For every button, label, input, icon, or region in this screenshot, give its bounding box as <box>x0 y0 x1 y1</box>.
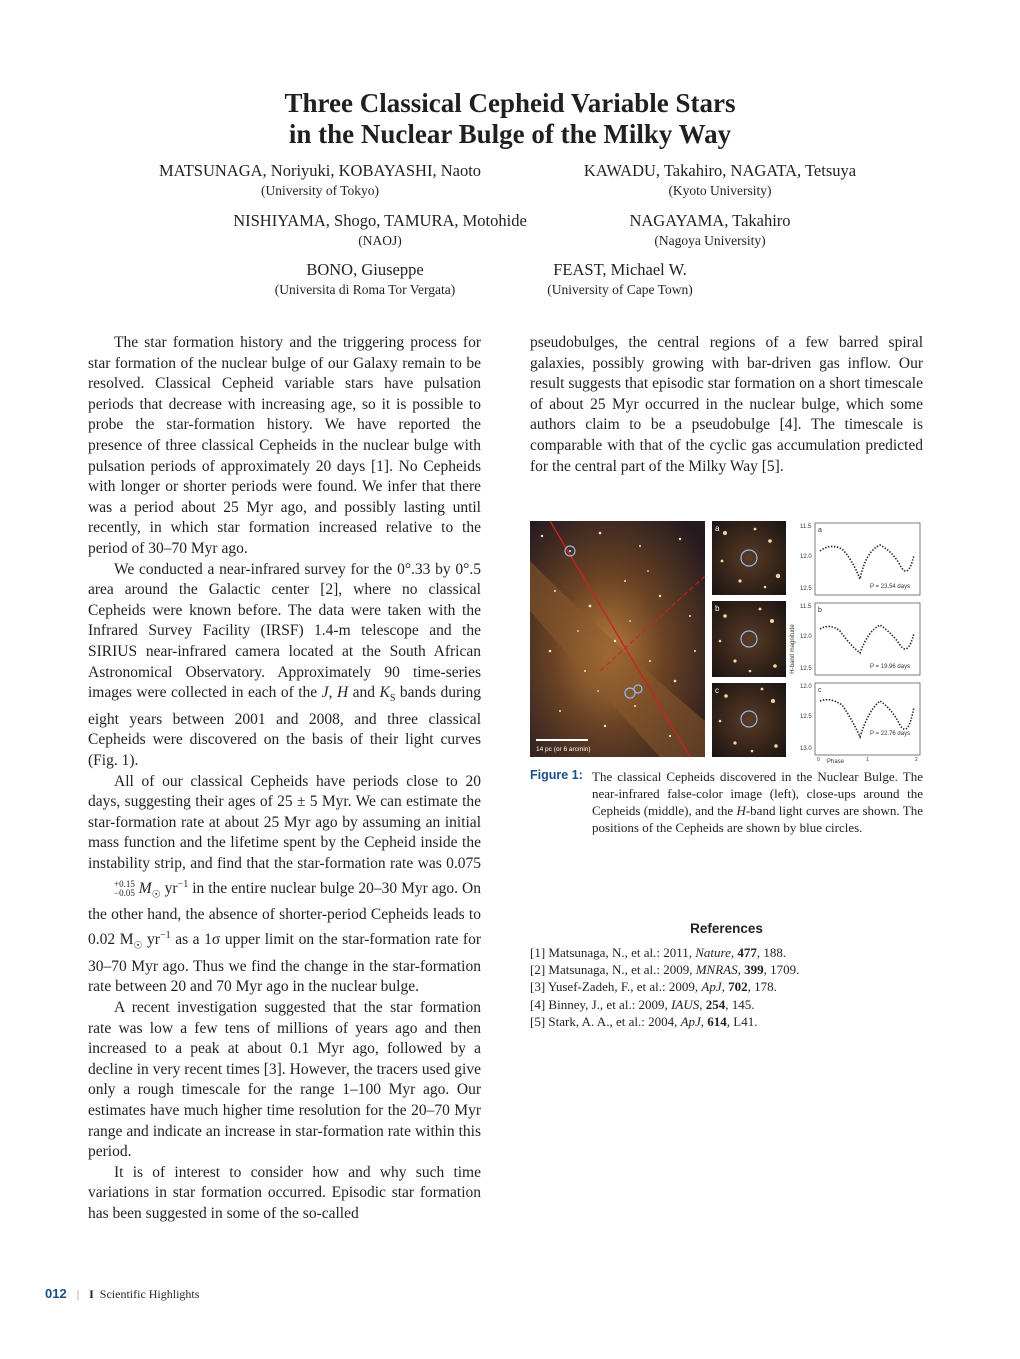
svg-text:P = 19.96 days: P = 19.96 days <box>870 664 911 670</box>
svg-text:a: a <box>715 524 720 533</box>
svg-text:12.0: 12.0 <box>800 554 812 560</box>
svg-text:b: b <box>715 604 720 613</box>
affiliation-4: (Nagoya University) <box>654 233 766 248</box>
figure-caption-label: Figure 1: <box>530 768 583 782</box>
lightcurve-b <box>800 603 920 675</box>
right-column <box>530 333 923 477</box>
affiliation-6: (University of Cape Town) <box>547 282 693 297</box>
svg-text:12.0: 12.0 <box>800 634 812 640</box>
lightcurve-c <box>800 683 920 763</box>
reference-item: [4] Binney, J., et al.: 2009, IAUS, 254, 145. <box>530 996 755 1012</box>
xlabel: Phase <box>827 759 845 765</box>
svg-text:12.5: 12.5 <box>800 714 812 720</box>
svg-text:c: c <box>818 687 822 694</box>
author-group-4: NAGAYAMA, Takahiro <box>629 211 791 230</box>
svg-text:13.0: 13.0 <box>800 746 812 752</box>
affiliation-1: (University of Tokyo) <box>260 183 380 198</box>
footer-divider: | <box>76 1287 80 1301</box>
paragraph-recent: A recent investigation suggested that the star formation rate was low a few tens of millions of years ago and then increased to a peak at about 0.1 Myr ago, followed by a decline in very recent times [3]. However, the tracers used give only a rough timescale for the range 1–100 Myr ago. Our estimates have much higher time resolution for the 20–70 Myr range and indicate an increase in star-formation rate within this period. <box>88 999 481 1161</box>
closeup-c <box>712 683 786 757</box>
affiliation-5: (Universita di Roma Tor Vergata) <box>274 282 456 297</box>
author-group-1: MATSUNAGA, Noriyuki, KOBAYASHI, Naoto <box>158 161 482 180</box>
paragraph-intro: The star formation history and the triggering process for star formation of the nuclear bulge of our Galaxy remain to be resolved. Classical Cepheid variable stars have pulsation periods that decrease with increasing age, so it is possible to probe the star-formation history. We have reported the presence of three classical Cepheids in the nuclear bulge with pulsation periods of approximately 20 days [1]. No Cepheids with longer or shorter periods were found. We infer that there was a period about 25 Myr ago, and possibly lasting until recently, in which star formation increased relative to the period of 30–70 Myr ago. <box>88 334 481 557</box>
page-title <box>0 88 1020 150</box>
page-footer <box>45 1286 199 1302</box>
svg-text:P = 22.76 days: P = 22.76 days <box>870 731 911 737</box>
svg-text:2: 2 <box>915 757 918 763</box>
svg-text:c: c <box>715 686 719 695</box>
paragraph-survey: We conducted a near-infrared survey for the 0°.33 by 0°.5 area around the Galactic center [2], where no classical Cepheids were known before. The data were taken with the Infrared Survey Facility (IRSF) 1.4-m telescope and the SIRIUS near-infrared camera located at the South African Astronomical Observatory. Approximately 90 time-series images were collected in each of the J, H and $K_S$ bands during eight years between 2001 and 2008, and three classical Cepheids were discovered on the basis of their light curves (Fig. 1). <box>88 560 482 769</box>
scale-bar-label: 14 pc (or 6 arcmin) <box>536 746 591 753</box>
title-line-2: in the Nuclear Bulge of the Milky Way <box>288 119 732 149</box>
scale-bar <box>536 739 588 741</box>
footer-section: Scientific Highlights <box>99 1287 200 1301</box>
reference-item: [1] Matsunaga, N., et al.: 2011, Nature, 477, 188. <box>530 945 787 960</box>
closeup-a <box>712 521 786 595</box>
references-list <box>530 944 923 1030</box>
paragraph-pseudobulges: pseudobulges, the central regions of a few barred spiral galaxies, possibly growing with bar-driven gas inflow. Our result suggests that episodic star formation on a short timescale of about 25 Myr occurred in the nuclear bulge, which some authors claim to be a pseudobulge [4]. The timescale is comparable with that of the cyclic gas accumulation predicted for the central part of the Milky Way [5]. <box>530 334 923 475</box>
svg-text:0: 0 <box>817 757 820 763</box>
svg-text:12.5: 12.5 <box>800 586 812 592</box>
ylabel: H-band magnitude <box>790 624 796 674</box>
closeup-b <box>712 601 786 677</box>
svg-text:12.0: 12.0 <box>800 684 812 690</box>
footer-mark: I <box>89 1287 94 1301</box>
left-column <box>88 333 481 1225</box>
reference-item: [5] Stark, A. A., et al.: 2004, ApJ, 614, L41. <box>530 1013 758 1029</box>
svg-text:11.5: 11.5 <box>800 604 812 610</box>
author-group-2: KAWADU, Takahiro, NAGATA, Tetsuya <box>583 161 857 180</box>
svg-text:1: 1 <box>866 757 869 763</box>
reference-item: [2] Matsunaga, N., et al.: 2009, MNRAS, 399, 1709. <box>530 962 800 978</box>
author-group-5: BONO, Giuseppe <box>306 260 424 279</box>
author-group-6: FEAST, Michael W. <box>553 260 687 279</box>
affiliation-2: (Kyoto University) <box>668 183 772 198</box>
svg-text:11.5: 11.5 <box>800 524 812 530</box>
svg-text:b: b <box>818 607 822 614</box>
reference-item: [3] Yusef-Zadeh, F., et al.: 2009, ApJ, 702, 178. <box>530 979 777 995</box>
svg-text:a: a <box>818 527 822 534</box>
svg-text:12.5: 12.5 <box>800 666 812 672</box>
affiliation-3: (NAOJ) <box>358 233 402 248</box>
references-heading: References <box>690 921 763 936</box>
paragraph-interest: It is of interest to consider how and why such time variations in star formation occurred. Episodic star formation has been suggested in some of the so-called <box>88 1163 481 1222</box>
lightcurve-a <box>800 523 920 595</box>
author-group-3: NISHIYAMA, Shogo, TAMURA, Motohide <box>233 211 527 230</box>
title-line-1: Three Classical Cepheid Variable Stars <box>284 88 736 118</box>
svg-text:P = 23.54 days: P = 23.54 days <box>870 584 911 590</box>
figure-caption: The classical Cepheids discovered in the Nuclear Bulge. The near-infrared false-color image (left), close-ups around the Cepheids (middle), and the H-band light curves are shown. The positions of the Cepheids are shown by blue circles. <box>592 769 923 835</box>
page-number: 012 <box>45 1286 67 1301</box>
paragraph-periods: All of our classical Cepheids have periods close to 20 days, suggesting their ages of 25 ± 5 Myr. We can estimate the star-formation rate at about 25 Myr ago by assuming an initial mass function and the lifetime spent by the Cepheid inside the instability strip, and find that the star-formation rate was 0.075 +0.15 −0.05 $M_☉$ $yr^{-1}$ in the entire nuclear bulge 20–30 Myr ago. On the other hand, the absence of shorter-period Cepheids leads to 0.02 $M_☉$ $yr^{-1}$ as a 1σ upper limit on the star-formation rate for 30–70 Myr ago. Thus we find the change in the star-formation rate between 20 and 70 Myr ago in the nuclear bulge. <box>88 772 481 996</box>
